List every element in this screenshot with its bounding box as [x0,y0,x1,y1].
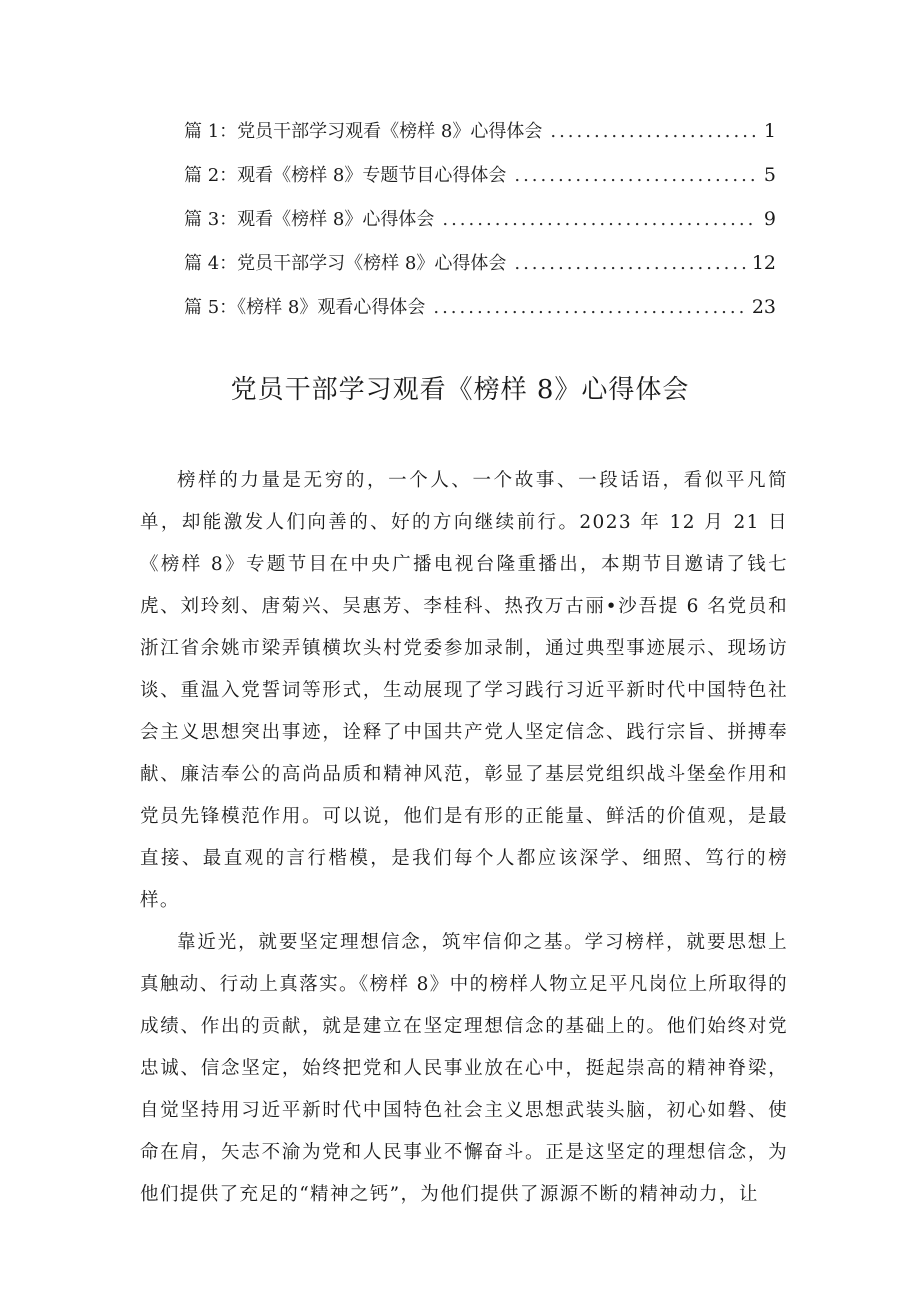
toc-entry-label: 篇 4：党员干部学习《榜样 8》心得体会 [184,253,507,274]
toc-entry-page: 5 [763,164,776,186]
toc-leader-dots [550,117,758,147]
toc-entry-label: 篇 2：观看《榜样 8》专题节目心得体会 [184,165,507,186]
toc-entry[interactable] [184,160,776,204]
toc-leader-dots [514,249,745,279]
toc-leader-dots [514,161,758,191]
toc-leader-dots [433,293,745,323]
table-of-contents [184,116,776,336]
toc-entry-label: 篇 1：党员干部学习观看《榜样 8》心得体会 [184,121,543,142]
article-body [140,460,788,1216]
body-paragraph: 榜样的力量是无穷的，一个人、一个故事、一段话语，看似平凡简单，却能激发人们向善的、好的方向继续前行。2023 年 12 月 21 日《榜样 8》专题节目在中央广播电视台隆重播出，本期节目邀请了钱七虎、刘玲刻、唐菊兴、吴惠芳、李桂科、热孜万古丽•沙吾提 6 名党员和浙江省余姚市梁弄镇横坎头村党委参加录制，通过典型事迹展示、现场访谈、重温入党誓词等形式，生动展现了学习践行习近平新时代中国特色社会主义思想突出事迹，诠释了中国共产党人坚定信念、践行宗旨、拼搏奉献、廉洁奉公的高尚品质和精神风范，彰显了基层党组织战斗堡垒作用和党员先锋模范作用。可以说，他们是有形的正能量、鲜活的价值观，是最直接、最直观的言行楷模，是我们每个人都应该深学、细照、笃行的榜样。 [140,470,788,911]
toc-entry-label: 篇 3：观看《榜样 8》心得体会 [184,209,435,230]
toc-entry-page: 9 [763,208,776,230]
toc-entry-page: 1 [763,120,776,142]
body-paragraph: 靠近光，就要坚定理想信念，筑牢信仰之基。学习榜样，就要思想上真触动、行动上真落实。《榜样 8》中的榜样人物立足平凡岗位上所取得的成绩、作出的贡献，就是建立在坚定理想信念的基础上的。他们始终对党忠诚、信念坚定，始终把党和人民事业放在心中，挺起崇高的精神脊梁，自觉坚持用习近平新时代中国特色社会主义思想武装头脑，初心如磐、使命在肩，矢志不渝为党和人民事业不懈奋斗。正是这坚定的理想信念，为他们提供了充足的“精神之钙”，为他们提供了源源不断的精神动力，让 [140,932,789,1205]
toc-entry[interactable] [184,116,776,160]
toc-entry-page: 23 [751,296,776,318]
toc-entry[interactable] [184,248,776,292]
toc-entry[interactable] [184,292,776,336]
toc-entry-label: 篇 5：《榜样 8》观看心得体会 [184,297,426,318]
article-title: 党员干部学习观看《榜样 8》心得体会 [230,375,690,405]
toc-entry[interactable] [184,204,776,248]
toc-entry-page: 12 [751,252,776,274]
toc-leader-dots [442,205,758,235]
